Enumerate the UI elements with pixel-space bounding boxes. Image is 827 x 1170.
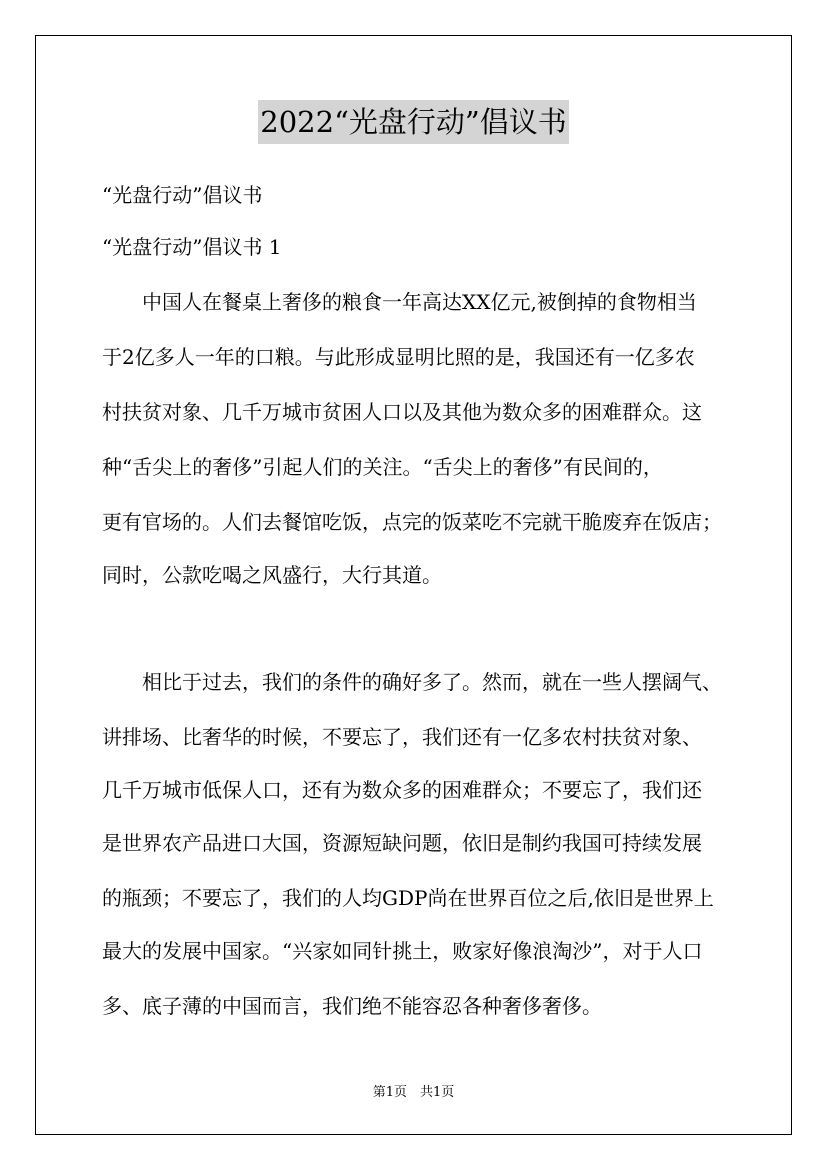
paragraph-line: 是世界农产品进口大国，资源短缺问题，依旧是制约我国可持续发展	[102, 831, 702, 855]
paragraph-line: 同时，公款吃喝之风盛行，大行其道。	[102, 563, 442, 587]
paragraph-line: 多、底子薄的中国而言，我们绝不能容忍各种奢侈奢侈。	[102, 994, 602, 1018]
paragraph-line: 几千万城市低保人口，还有为数众多的困难群众；不要忘了，我们还	[102, 778, 702, 802]
paragraph-line: 中国人在餐桌上奢侈的粮食一年高达XX亿元,被倒掉的食物相当	[102, 290, 697, 314]
paragraph-line: 更有官场的。人们去餐馆吃饭，点完的饭菜吃不完就干脆废弃在饭店；	[102, 510, 722, 534]
page-footer: 第1页 共1页	[372, 1085, 455, 1100]
document-title	[0, 100, 827, 144]
document-title-text: 2022“光盘行动”倡议书	[258, 100, 568, 144]
paragraph-line: 相比于过去，我们的条件的确好多了。然而，就在一些人摆阔气、	[102, 670, 722, 694]
paragraph-line: 的瓶颈；不要忘了，我们的人均GDP尚在世界百位之后,依旧是世界上	[102, 886, 714, 910]
section-heading: “光盘行动”倡议书 1	[102, 235, 282, 259]
paragraph-line: 种“舌尖上的奢侈”引起人们的关注。“舌尖上的奢侈”有民间的，	[102, 455, 663, 479]
paragraph-line: 于2亿多人一年的口粮。与此形成显明比照的是，我国还有一亿多农	[102, 345, 695, 369]
paragraph-line: 最大的发展中国家。“兴家如同针挑土，败家好像浪淘沙”，对于人口	[102, 939, 703, 963]
document-subtitle: “光盘行动”倡议书	[102, 183, 263, 207]
paragraph-line: 村扶贫对象、几千万城市贫困人口以及其他为数众多的困难群众。这	[102, 400, 702, 424]
paragraph-line: 讲排场、比奢华的时候，不要忘了，我们还有一亿多农村扶贫对象、	[102, 725, 702, 749]
